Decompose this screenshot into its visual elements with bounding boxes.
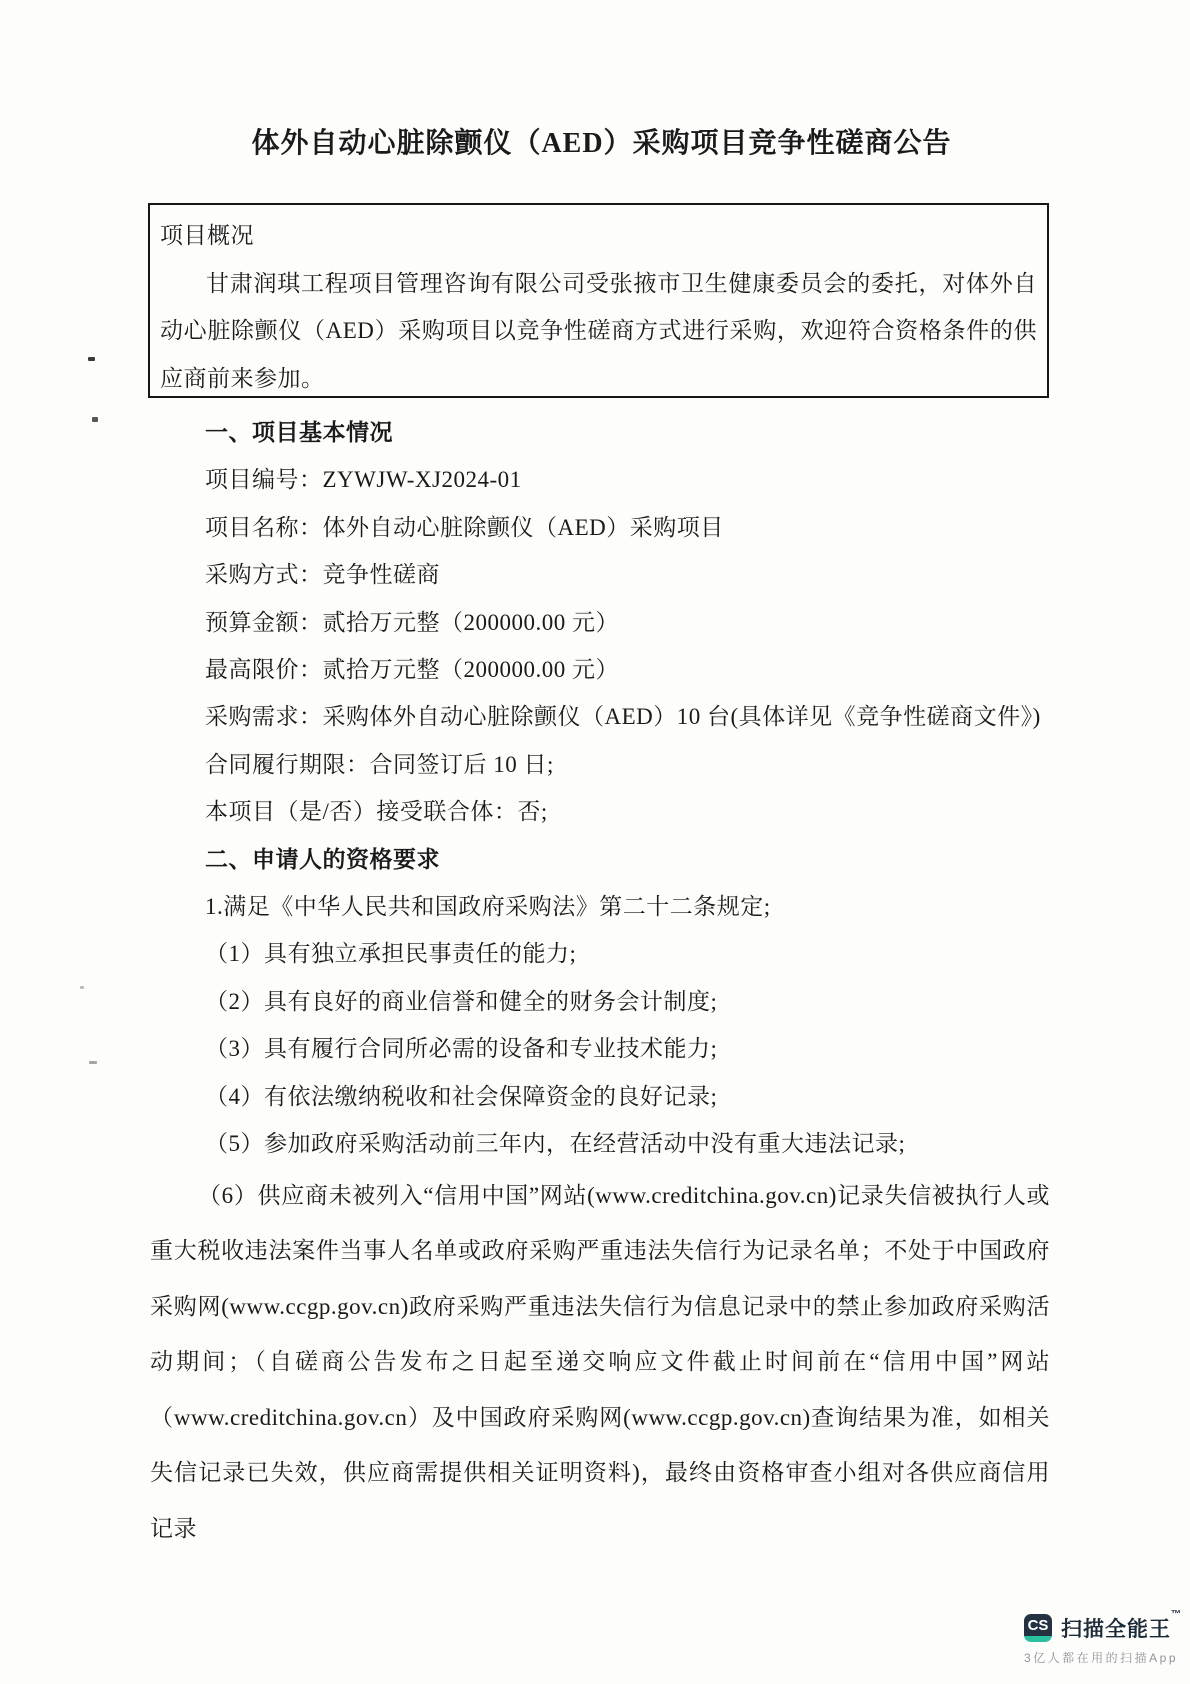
scan-artifact — [89, 1061, 97, 1064]
scan-artifact — [80, 986, 84, 989]
list-item-qualification-4: （4）有依法缴纳税收和社会保障资金的良好记录; — [205, 1083, 718, 1109]
list-item-project-number: 项目编号：ZYWJW-XJ2024-01 — [205, 467, 522, 493]
list-item-consortium: 本项目（是/否）接受联合体：否; — [205, 799, 548, 825]
list-item-budget-amount: 预算金额：贰拾万元整（200000.00 元） — [205, 609, 619, 635]
list-item-law-requirement: 1.满足《中华人民共和国政府采购法》第二十二条规定; — [205, 894, 771, 920]
list-item-max-price: 最高限价：贰拾万元整（200000.00 元） — [205, 657, 619, 683]
qualification-6-paragraph: （6）供应商未被列入“信用中国”网站(www.creditchina.gov.cn)记录失信被执行人或重大税收违法案件当事人名单或政府采购严重违法失信行为记录名单；不处于中国政府采购网(www.ccgp.gov.cn)政府采购严重违法失信行为信息记录中的禁止参加政府采购活动期间；（自磋商公告发布之日起至递交响应文件截止时间前在“信用中国”网站（www.creditchina.gov.cn）及中国政府采购网(www.ccgp.gov.cn)查询结果为准，如相关失信记录已失效，供应商需提供相关证明资料)，最终由资格审查小组对各供应商信用记录 — [150, 1182, 1050, 1542]
list-item-qualification-3: （3）具有履行合同所必需的设备和专业技术能力; — [205, 1036, 718, 1062]
list-item-procurement-method: 采购方式：竞争性磋商 — [205, 562, 440, 588]
list-item-project-name: 项目名称：体外自动心脏除颤仪（AED）采购项目 — [205, 514, 724, 540]
list-item-qualification-5: （5）参加政府采购活动前三年内，在经营活动中没有重大违法记录; — [205, 1131, 906, 1157]
brand-text: 扫描全能王 — [1061, 1618, 1171, 1641]
overview-heading: 项目概况 — [160, 223, 254, 248]
camscanner-brand-name — [1061, 1609, 1181, 1643]
document-title: 体外自动心脏除颤仪（AED）采购项目竞争性磋商公告 — [251, 128, 952, 159]
list-item-qualification-1: （1）具有独立承担民事责任的能力; — [205, 941, 577, 967]
camscanner-tagline: 3亿人都在用的扫描App — [1024, 1651, 1179, 1665]
trademark-symbol: ™ — [1171, 1609, 1181, 1620]
list-item-contract-period: 合同履行期限：合同签订后 10 日; — [205, 751, 554, 777]
scan-artifact — [92, 417, 98, 422]
section-heading-qualification: 二、申请人的资格要求 — [205, 846, 440, 872]
document-body — [150, 409, 1050, 1557]
list-item-qualification-2: （2）具有良好的商业信誉和健全的财务会计制度; — [205, 988, 718, 1014]
overview-paragraph: 甘肃润琪工程项目管理咨询有限公司受张掖市卫生健康委员会的委托，对体外自动心脏除颤仪（AED）采购项目以竞争性磋商方式进行采购，欢迎符合资格条件的供应商前来参加。 — [160, 270, 1037, 391]
camscanner-watermark — [1024, 1609, 1181, 1666]
section-heading-basic-info: 一、项目基本情况 — [205, 420, 393, 445]
scan-artifact — [88, 357, 95, 361]
camscanner-logo-icon: CS — [1024, 1614, 1052, 1642]
project-overview-box — [148, 203, 1049, 398]
list-item-procurement-demand: 采购需求：采购体外自动心脏除颤仪（AED）10 台(具体详见《竞争性磋商文件》) — [205, 704, 1041, 730]
